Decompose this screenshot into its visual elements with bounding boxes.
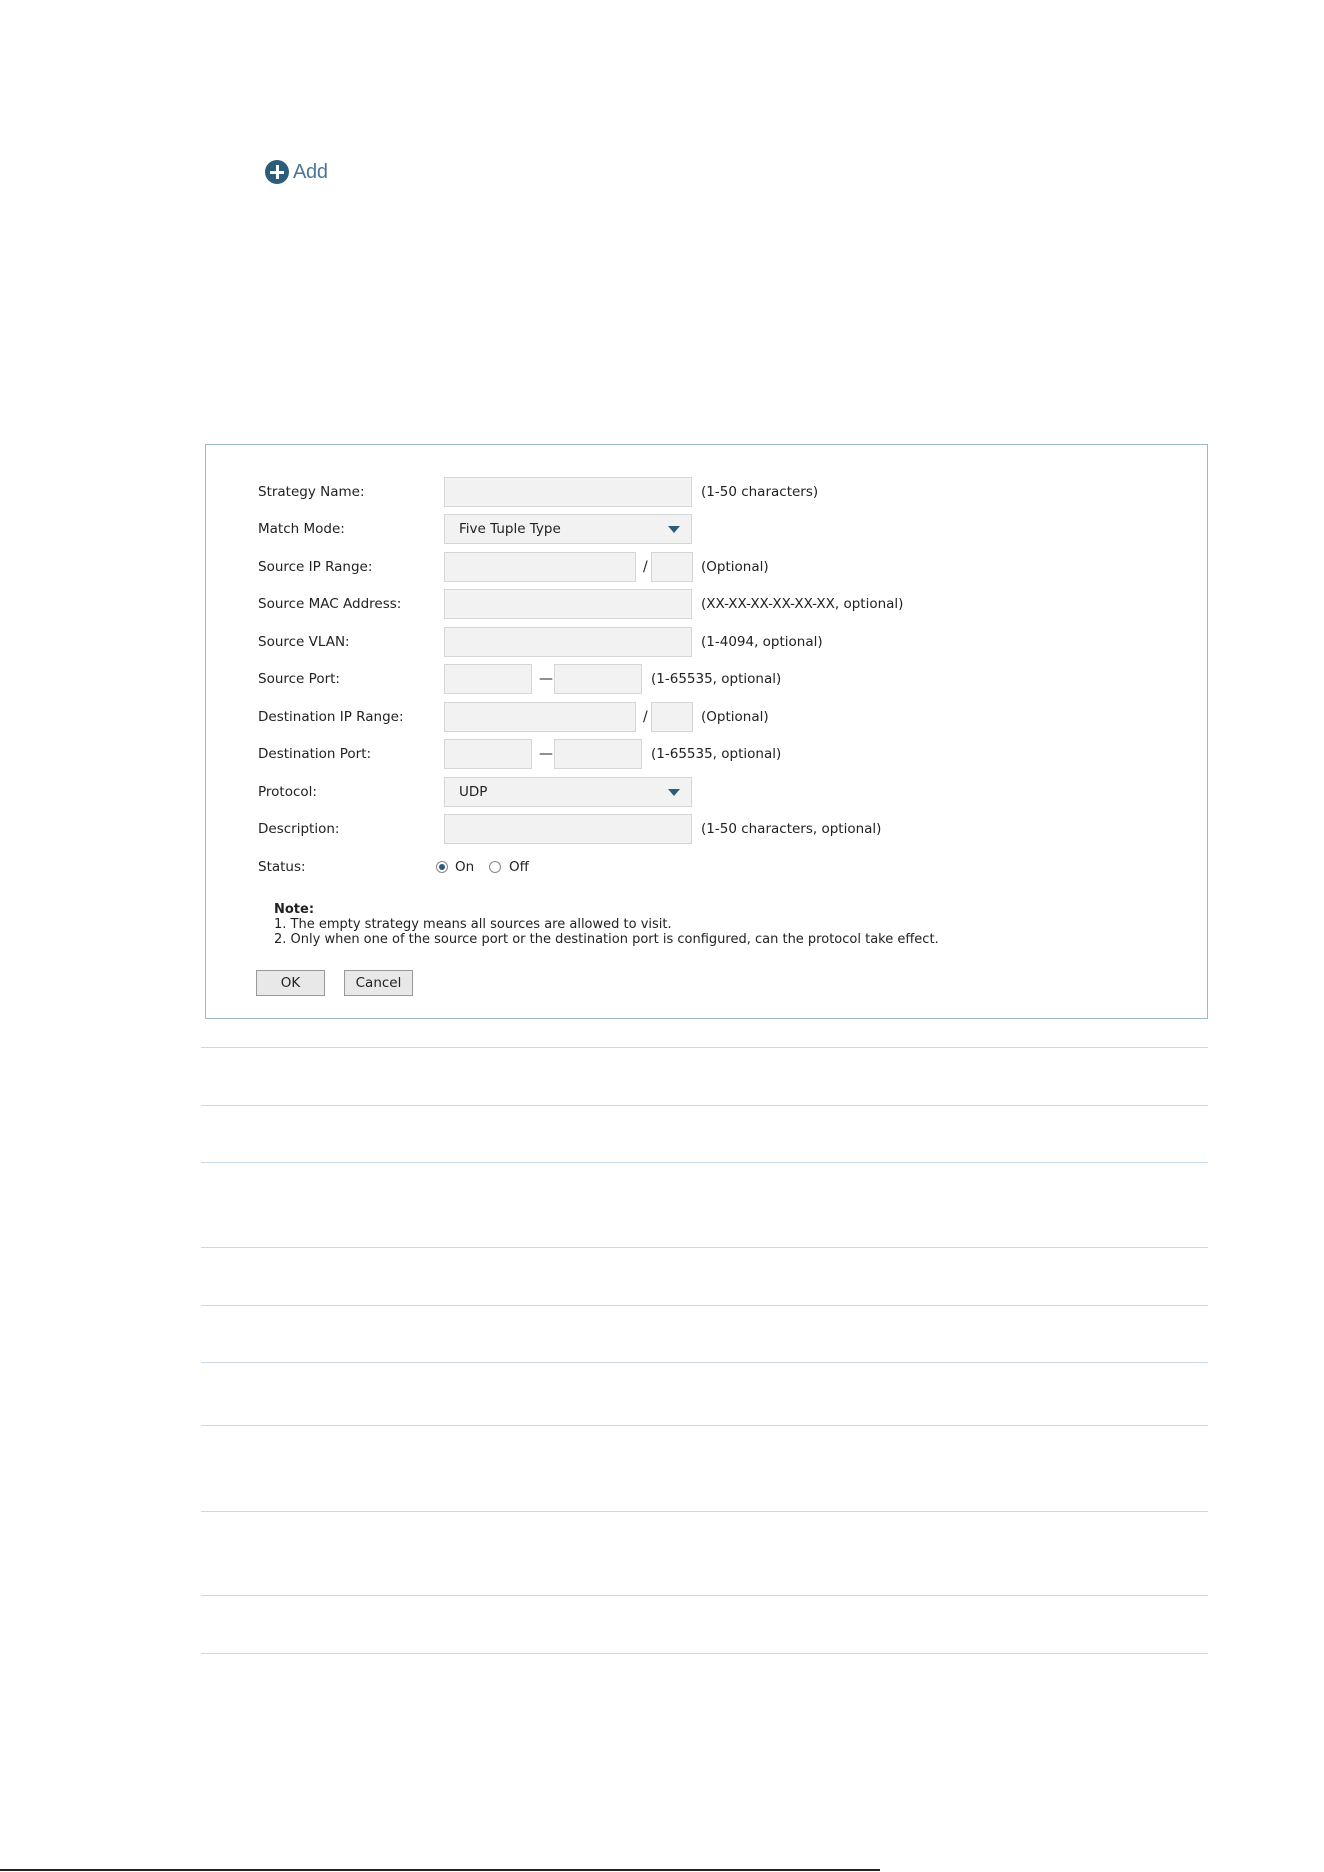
protocol-select[interactable] [444, 777, 692, 807]
note-line: 2. Only when one of the source port or the destination port is configured, can the protocol take effect. [274, 932, 939, 947]
ok-button[interactable]: OK [256, 970, 325, 996]
destination-ip-input[interactable] [444, 702, 636, 732]
cancel-button[interactable]: Cancel [344, 970, 413, 996]
table-row-divider [201, 1511, 1208, 1512]
source-mac-hint: (XX-XX-XX-XX-XX-XX, optional) [701, 596, 904, 612]
table-row-divider [201, 1425, 1208, 1426]
source-port-hint: (1-65535, optional) [651, 671, 782, 687]
strategy-name-row [206, 475, 1207, 509]
plus-circle-icon [265, 160, 289, 184]
table-row-divider [201, 1047, 1208, 1048]
description-input[interactable] [444, 814, 692, 844]
destination-ip-mask-input[interactable] [651, 702, 693, 732]
source-mac-label: Source MAC Address: [258, 596, 402, 612]
strategy-name-hint: (1-50 characters) [701, 484, 819, 500]
source-mac-row [206, 587, 1207, 621]
destination-ip-hint: (Optional) [701, 709, 769, 725]
strategy-name-input[interactable] [444, 477, 692, 507]
source-ip-range-label: Source IP Range: [258, 559, 373, 575]
source-vlan-input[interactable] [444, 627, 692, 657]
match-mode-select[interactable] [444, 514, 692, 544]
source-ip-hint: (Optional) [701, 559, 769, 575]
add-button-label: Add [293, 160, 328, 183]
status-on-label: On [455, 859, 475, 875]
source-vlan-row [206, 625, 1207, 659]
match-mode-label: Match Mode: [258, 521, 345, 537]
table-row-divider [201, 1162, 1208, 1163]
source-ip-input[interactable] [444, 552, 636, 582]
destination-ip-range-label: Destination IP Range: [258, 709, 404, 725]
page-bottom-rule [0, 1869, 880, 1871]
destination-port-dash: — [539, 746, 553, 762]
match-mode-row [206, 512, 1207, 546]
destination-port-to-input[interactable] [554, 739, 642, 769]
source-vlan-label: Source VLAN: [258, 634, 350, 650]
source-port-label: Source Port: [258, 671, 340, 687]
add-strategy-panel [205, 444, 1208, 1019]
strategy-name-label: Strategy Name: [258, 484, 365, 500]
add-button[interactable] [265, 160, 328, 184]
note-block [274, 902, 939, 947]
status-label: Status: [258, 859, 306, 875]
source-port-dash: — [539, 671, 553, 687]
source-ip-range-row [206, 550, 1207, 584]
note-line: 1. The empty strategy means all sources are allowed to visit. [274, 917, 672, 932]
source-port-from-input[interactable] [444, 664, 532, 694]
status-off-radio[interactable] [489, 861, 501, 873]
source-port-to-input[interactable] [554, 664, 642, 694]
description-label: Description: [258, 821, 340, 837]
destination-port-row [206, 737, 1207, 771]
chevron-down-icon [668, 789, 680, 796]
destination-port-label: Destination Port: [258, 746, 372, 762]
protocol-label: Protocol: [258, 784, 317, 800]
table-row-divider [201, 1105, 1208, 1106]
table-row-divider [201, 1305, 1208, 1306]
destination-ip-range-row [206, 700, 1207, 734]
description-hint: (1-50 characters, optional) [701, 821, 882, 837]
destination-port-from-input[interactable] [444, 739, 532, 769]
status-on-radio[interactable] [436, 861, 448, 873]
source-port-row [206, 662, 1207, 696]
note-title: Note: [274, 902, 315, 917]
destination-ip-slash: / [643, 709, 648, 725]
source-ip-slash: / [643, 559, 648, 575]
status-off-label: Off [509, 859, 529, 875]
protocol-value: UDP [459, 784, 488, 800]
status-row [206, 850, 1207, 884]
protocol-row [206, 775, 1207, 809]
source-vlan-hint: (1-4094, optional) [701, 634, 823, 650]
table-row-divider [201, 1247, 1208, 1248]
table-row-divider [201, 1595, 1208, 1596]
table-row-divider [201, 1653, 1208, 1654]
description-row [206, 812, 1207, 846]
chevron-down-icon [668, 526, 680, 533]
table-row-divider [201, 1362, 1208, 1363]
source-ip-mask-input[interactable] [651, 552, 693, 582]
destination-port-hint: (1-65535, optional) [651, 746, 782, 762]
match-mode-value: Five Tuple Type [459, 521, 561, 537]
source-mac-input[interactable] [444, 589, 692, 619]
